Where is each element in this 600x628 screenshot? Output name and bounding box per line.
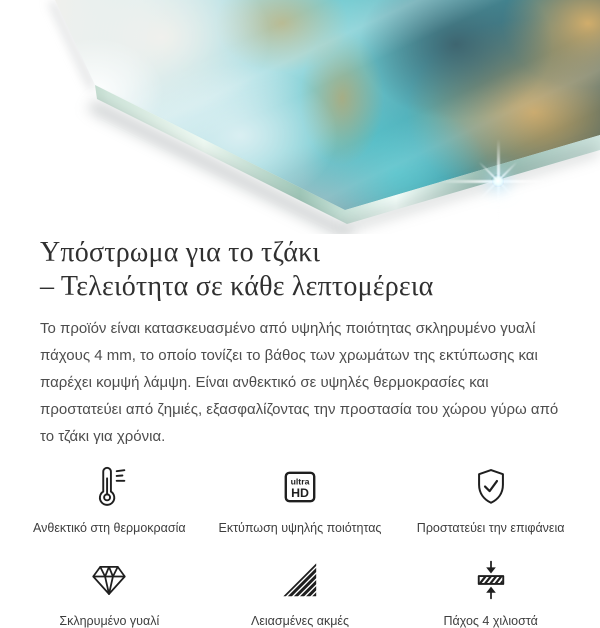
feature-label: Σκληρυμένο γυαλί: [59, 614, 159, 628]
feature-grid: [14, 464, 586, 628]
feature-polished-edges: [205, 557, 396, 628]
svg-text:ultra: ultra: [291, 477, 310, 487]
feature-print-quality: [205, 464, 396, 535]
feature-thickness: [395, 557, 586, 628]
feature-tempered-glass: [14, 557, 205, 628]
page-title: [40, 236, 560, 304]
feature-surface-protection: [395, 464, 586, 535]
feature-label: Ανθεκτικό στη θερμοκρασία: [33, 521, 186, 535]
page-title-line1: Υπόστρωμα για το τζάκι: [40, 237, 320, 268]
svg-text:HD: HD: [291, 486, 309, 500]
ultra-hd-icon: [278, 464, 322, 510]
polished-edges-icon: [279, 557, 321, 603]
thermometer-icon: [86, 464, 132, 510]
feature-heat-resistant: [14, 464, 205, 535]
product-description: Το προϊόν είναι κατασκευασμένο από υψηλής ποιότητας σκληρυμένο γυαλί πάχους 4 mm, το οποίο τονίζει το βάθος των χρωμάτων της εκτύπωσης και παρέχει κομψή λάμψη. Είναι ανθεκτικό σε υψηλές θερμοκρασίες και προστατεύει από ζημιές, εξασφαλίζοντας την προστασία του χώρου γύρω από το τζάκι για χρόνια.: [40, 315, 560, 450]
feature-label: Προστατεύει την επιφάνεια: [417, 521, 565, 535]
feature-label: Εκτύπωση υψηλής ποιότητας: [219, 521, 382, 535]
page-title-line2: – Τελειότητα σε κάθε λεπτομέρεια: [40, 271, 434, 302]
shield-check-icon: [469, 464, 513, 510]
feature-label: Λειασμένες ακμές: [251, 614, 349, 628]
product-photo: [0, 0, 600, 234]
diamond-icon: [88, 557, 130, 603]
thickness-icon: [470, 557, 512, 603]
feature-label: Πάχος 4 χιλιοστά: [443, 614, 537, 628]
